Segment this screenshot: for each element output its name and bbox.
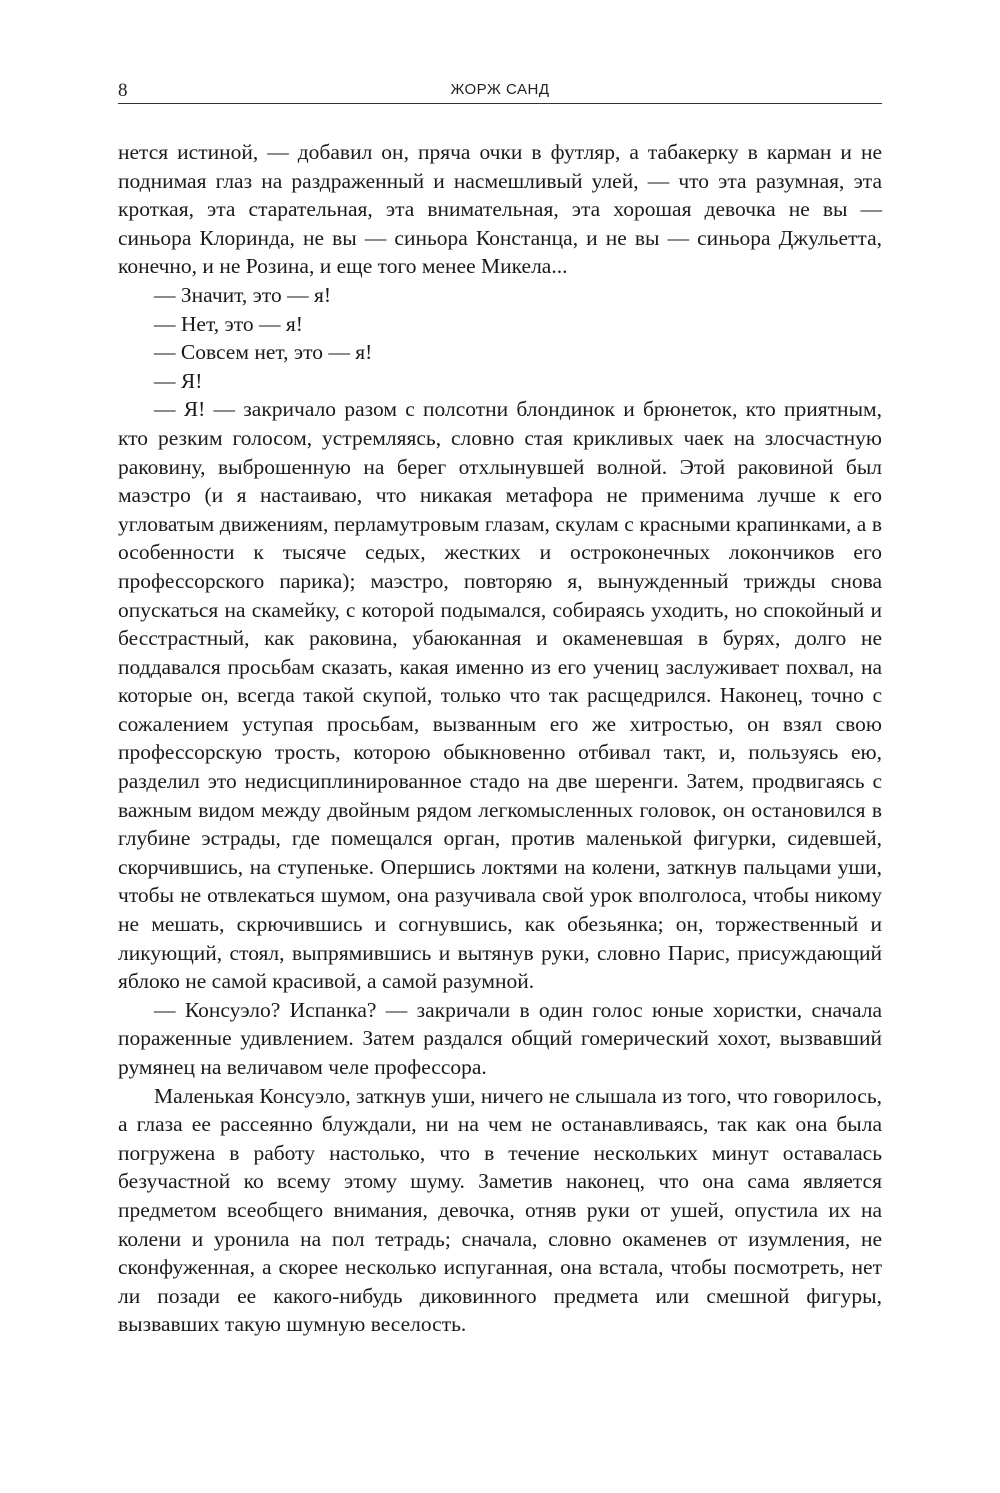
paragraph: нется истиной, — добавил он, пряча очки в футляр, а табакерку в карман и не поднимая глаз на раздраженный и насмешливый улей, — что эта разумная, эта кроткая, эта старательная, эта внимательная, эта хорошая девочка не вы — синьора Клоринда, не вы — синьора Констанца, и не вы — синьора Джульетта, конечно, и не Розина, и еще того менее Микела... xyxy=(118,140,882,279)
page-header xyxy=(118,78,882,102)
text-body xyxy=(118,138,882,1339)
paragraph: — Консуэло? Испанка? — закричали в один голос юные хористки, сначала пораженные удивлением. Затем раздался общий гомерический хохот, вызвавший румянец на величавом челе профессора. xyxy=(118,997,882,1079)
paragraph: — Я! xyxy=(154,368,203,393)
page-number: 8 xyxy=(118,80,128,101)
paragraph: — Совсем нет, это — я! xyxy=(154,340,373,365)
paragraph: — Нет, это — я! xyxy=(154,311,303,336)
running-title: ЖОРЖ САНД xyxy=(450,81,550,98)
header-rule xyxy=(118,103,882,104)
paragraph: — Я! — закричало разом с полсотни блондинок и брюнеток, кто приятным, кто резким голосом, устремляясь, словно стая крикливых чаек на злосчастную раковину, выброшенную на берег отхлынувшей волной. Этой раковиной был маэстро (и я настаиваю, что никакая метафора не применима лучше к его угловатым движениям, перламутровым глазам, скулам с красными крапинками, а в особенности к тысяче седых, жестких и остроконечных локончиков его профессорского парика); маэстро, повторяю я, вынужденный трижды снова опускаться на скамейку, с которой подымался, собираясь уходить, но спокойный и бесстрастный, как раковина, убаюканная и окаменевшая в бурях, долго не поддавался просьбам сказать, какая именно из его учениц заслуживает похвал, на которые он, всегда такой скупой, только что так расщедрился. Наконец, точно с сожалением уступая просьбам, вызванным его же хитростью, он взял свою профессорскую трость, которою обыкновенно отбивал такт, и, пользуясь ею, разделил это недисциплинированное стадо на две шеренги. Затем, продвигаясь с важным видом между двойным рядом легкомысленных головок, он остановился в глубине эстрады, где помещался орган, против маленькой фигурки, сидевшей, скорчившись, на ступеньке. Опершись локтями на колени, заткнув пальцами уши, чтобы не отвлекаться шумом, она разучивала свой урок вполголоса, чтобы никому не мешать, скрючившись и согнувшись, как обезьянка; он, торжественный и ликующий, стоял, выпрямившись и вытянув руки, словно Парис, присуждающий яблоко не самой красивой, а самой разумной. xyxy=(118,397,882,994)
paragraph: — Значит, это — я! xyxy=(154,282,332,307)
paragraph: Маленькая Консуэло, заткнув уши, ничего не слышала из того, что говорилось, а глаза ее рассеянно блуждали, ни на чем не останавливаясь, так как она была погружена в работу настолько, что в течение нескольких минут оставалась безучастной ко всему этому шуму. Заметив наконец, что она сама является предметом всеобщего внимания, девочка, отняв руки от ушей, опустила их на колени и уронила на пол тетрадь; сначала, словно окаменев от изумления, не сконфуженная, а скорее несколько испуганная, она встала, чтобы посмотреть, нет ли позади ее какого-нибудь диковинного предмета или смешной фигуры, вызвавших такую шумную веселость. xyxy=(118,1083,882,1337)
